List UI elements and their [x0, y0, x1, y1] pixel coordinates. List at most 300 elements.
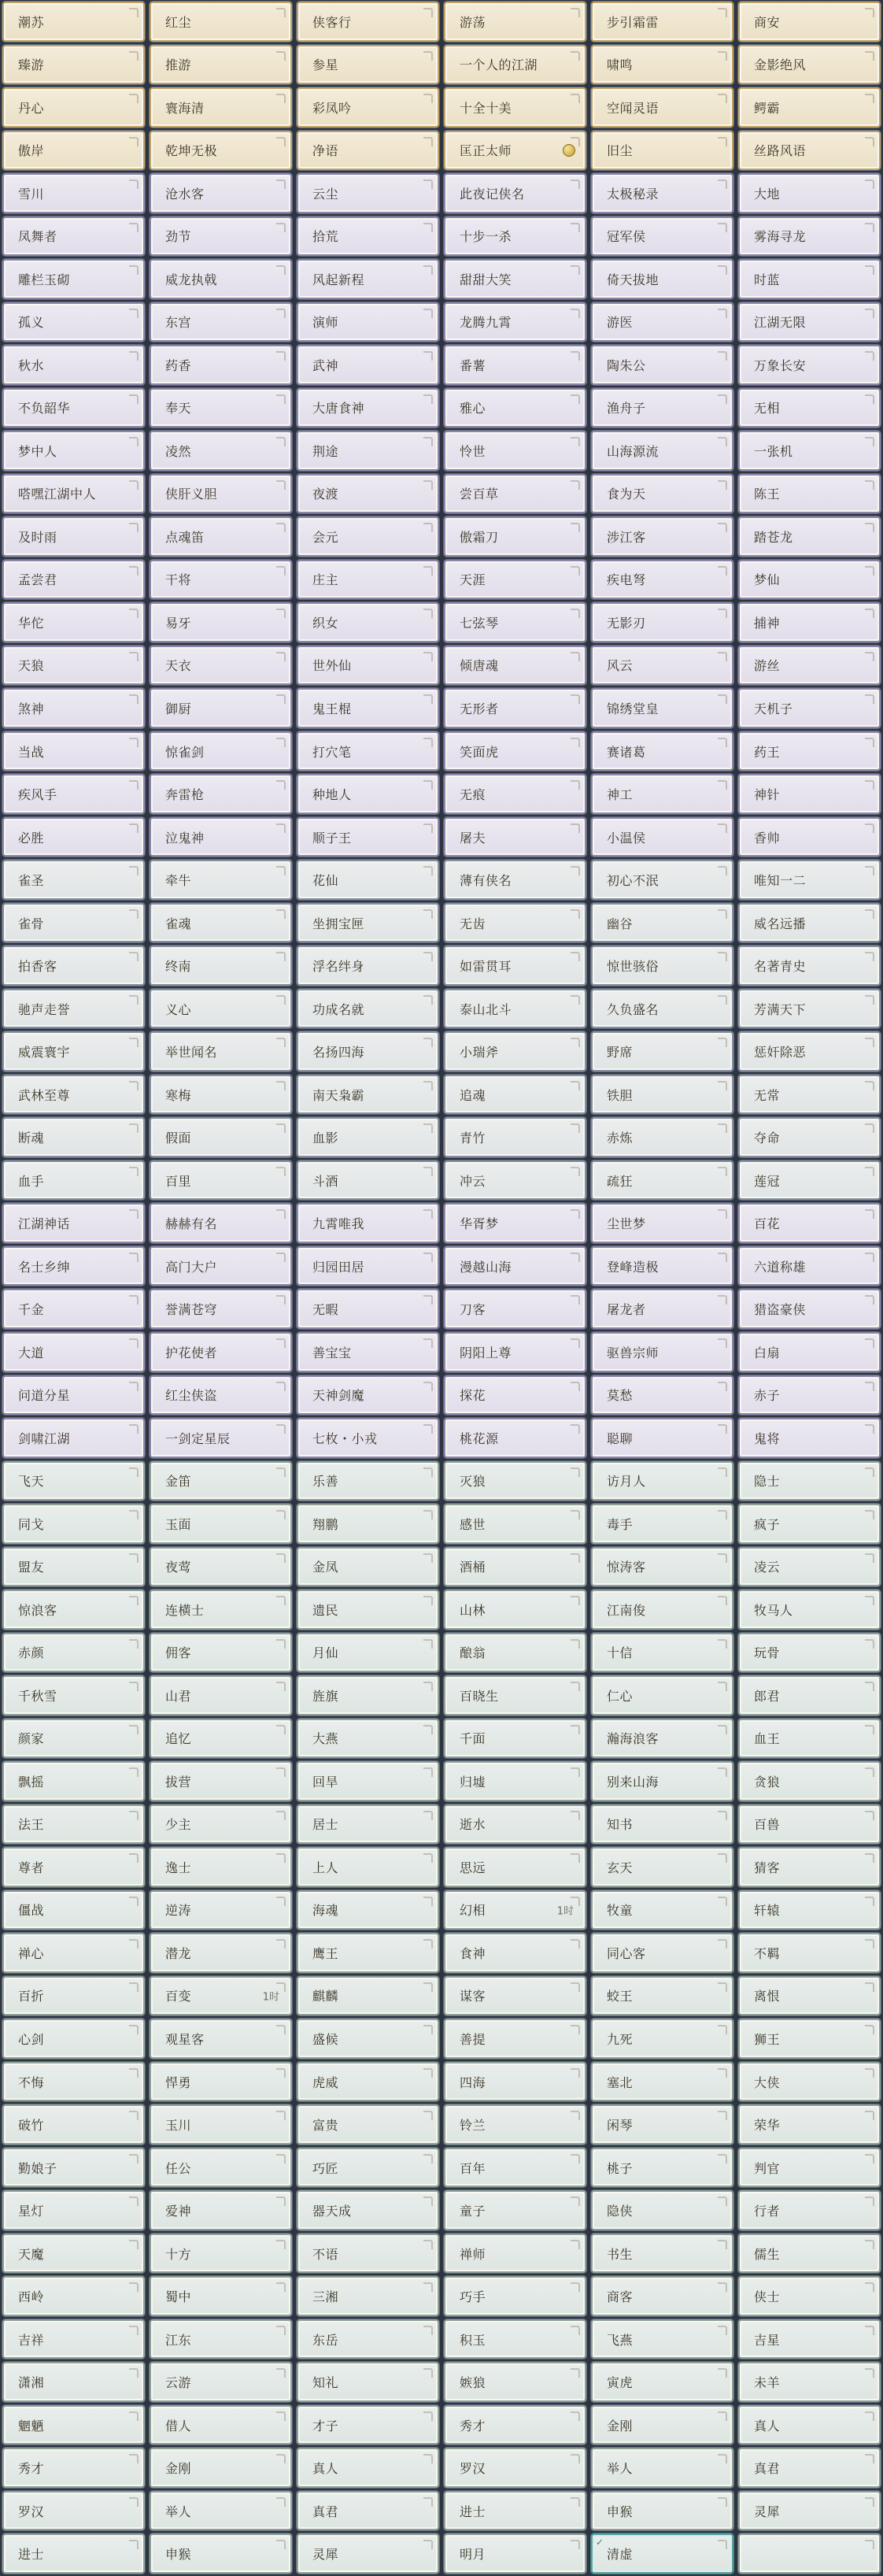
title-cell[interactable]	[150, 87, 292, 128]
title-cell[interactable]	[2, 2276, 145, 2316]
title-cell[interactable]	[150, 2148, 292, 2188]
title-cell[interactable]	[2, 731, 145, 772]
title-cell[interactable]	[297, 45, 439, 85]
title-cell[interactable]	[444, 87, 586, 128]
title-cell[interactable]	[297, 431, 439, 471]
title-cell[interactable]	[591, 2319, 733, 2359]
title-cell[interactable]	[591, 217, 733, 257]
title-cell[interactable]	[444, 1160, 586, 1201]
title-cell[interactable]	[297, 1461, 439, 1501]
title-cell[interactable]	[591, 860, 733, 900]
title-cell[interactable]	[2, 860, 145, 900]
title-cell[interactable]	[444, 1590, 586, 1630]
title-cell[interactable]	[150, 345, 292, 385]
title-cell[interactable]	[150, 217, 292, 257]
title-cell[interactable]	[738, 2062, 881, 2102]
title-cell[interactable]	[2, 1675, 145, 1715]
title-cell[interactable]	[738, 903, 881, 943]
title-cell[interactable]	[297, 173, 439, 213]
title-cell[interactable]	[150, 1547, 292, 1587]
title-cell[interactable]	[150, 1804, 292, 1845]
title-cell[interactable]	[738, 860, 881, 900]
title-cell[interactable]	[150, 2533, 292, 2574]
title-cell[interactable]	[2, 560, 145, 600]
title-cell[interactable]	[150, 45, 292, 85]
title-cell[interactable]	[444, 1547, 586, 1587]
title-cell[interactable]	[591, 1203, 733, 1243]
title-cell[interactable]	[738, 1890, 881, 1930]
title-cell[interactable]	[591, 1504, 733, 1544]
title-cell[interactable]	[444, 2533, 586, 2574]
title-cell[interactable]	[591, 2148, 733, 2188]
title-cell[interactable]	[2, 903, 145, 943]
title-cell[interactable]	[738, 2, 881, 42]
title-cell[interactable]	[2, 1117, 145, 1157]
title-cell[interactable]	[444, 2062, 586, 2102]
title-cell[interactable]	[297, 774, 439, 814]
title-cell[interactable]	[2, 1203, 145, 1243]
title-cell[interactable]	[150, 1761, 292, 1801]
title-cell[interactable]	[2, 946, 145, 986]
title-cell[interactable]	[591, 774, 733, 814]
title-cell[interactable]	[738, 1031, 881, 1071]
title-cell[interactable]	[591, 2234, 733, 2274]
title-cell[interactable]	[297, 2362, 439, 2402]
title-cell[interactable]	[444, 860, 586, 900]
title-cell[interactable]	[297, 1675, 439, 1715]
title-cell[interactable]	[591, 2062, 733, 2102]
title-cell[interactable]	[297, 1031, 439, 1071]
title-cell[interactable]	[738, 1375, 881, 1416]
title-cell[interactable]	[444, 1375, 586, 1416]
title-cell[interactable]	[297, 860, 439, 900]
title-cell[interactable]	[738, 560, 881, 600]
title-cell[interactable]	[738, 1761, 881, 1801]
title-cell[interactable]	[738, 173, 881, 213]
title-cell[interactable]	[738, 2019, 881, 2059]
title-cell[interactable]	[738, 2448, 881, 2488]
title-cell[interactable]	[297, 2104, 439, 2145]
title-cell[interactable]	[150, 131, 292, 171]
title-cell[interactable]	[297, 2491, 439, 2531]
title-cell[interactable]	[297, 1976, 439, 2016]
title-cell[interactable]	[297, 989, 439, 1029]
title-cell[interactable]	[444, 131, 586, 171]
title-cell[interactable]	[150, 989, 292, 1029]
title-cell[interactable]	[150, 602, 292, 642]
title-cell[interactable]	[591, 903, 733, 943]
title-cell[interactable]	[738, 1804, 881, 1845]
title-cell[interactable]	[591, 560, 733, 600]
title-cell[interactable]	[444, 345, 586, 385]
title-cell[interactable]	[150, 388, 292, 428]
title-cell[interactable]	[2, 1246, 145, 1286]
title-cell[interactable]	[2, 1590, 145, 1630]
title-cell[interactable]	[591, 2104, 733, 2145]
title-cell[interactable]	[2, 2319, 145, 2359]
title-cell[interactable]	[297, 946, 439, 986]
title-cell[interactable]	[738, 2104, 881, 2145]
title-cell[interactable]	[738, 388, 881, 428]
title-cell[interactable]	[2, 2491, 145, 2531]
title-cell[interactable]	[150, 2276, 292, 2316]
title-cell[interactable]	[297, 2533, 439, 2574]
title-cell[interactable]	[150, 431, 292, 471]
title-cell[interactable]	[591, 2, 733, 42]
title-cell[interactable]	[591, 731, 733, 772]
title-cell[interactable]	[591, 989, 733, 1029]
title-cell[interactable]	[591, 1075, 733, 1115]
title-cell[interactable]	[738, 45, 881, 85]
title-cell[interactable]	[591, 2276, 733, 2316]
title-cell[interactable]	[738, 946, 881, 986]
title-cell[interactable]	[738, 516, 881, 557]
title-cell[interactable]	[591, 2533, 733, 2574]
title-cell[interactable]	[444, 388, 586, 428]
title-cell[interactable]	[2, 1633, 145, 1673]
title-cell[interactable]	[150, 1289, 292, 1329]
title-cell[interactable]	[591, 1547, 733, 1587]
title-cell[interactable]	[444, 2362, 586, 2402]
title-cell[interactable]	[444, 903, 586, 943]
title-cell[interactable]	[591, 1418, 733, 1458]
title-cell[interactable]	[591, 1675, 733, 1715]
title-cell[interactable]	[2, 2, 145, 42]
title-cell[interactable]	[2, 646, 145, 686]
title-cell[interactable]	[150, 259, 292, 299]
title-cell[interactable]	[297, 1504, 439, 1544]
title-cell[interactable]	[150, 1418, 292, 1458]
title-cell[interactable]	[444, 2148, 586, 2188]
title-cell[interactable]	[591, 1590, 733, 1630]
title-cell[interactable]	[738, 688, 881, 728]
title-cell[interactable]	[591, 1031, 733, 1071]
title-cell[interactable]	[150, 1031, 292, 1071]
title-cell[interactable]	[738, 1289, 881, 1329]
title-cell[interactable]	[591, 302, 733, 342]
title-cell[interactable]	[591, 2491, 733, 2531]
title-cell[interactable]	[738, 1675, 881, 1715]
title-cell[interactable]	[591, 1289, 733, 1329]
title-cell[interactable]	[297, 2276, 439, 2316]
title-cell[interactable]	[738, 1847, 881, 1887]
title-cell[interactable]	[2, 774, 145, 814]
title-cell[interactable]	[444, 646, 586, 686]
title-cell[interactable]	[591, 946, 733, 986]
title-cell[interactable]	[444, 2491, 586, 2531]
title-cell[interactable]	[738, 1933, 881, 1973]
title-cell[interactable]	[444, 1203, 586, 1243]
title-cell[interactable]	[738, 1117, 881, 1157]
title-cell[interactable]	[2, 259, 145, 299]
title-cell[interactable]	[297, 560, 439, 600]
title-cell[interactable]	[591, 259, 733, 299]
title-cell[interactable]	[150, 1633, 292, 1673]
title-cell[interactable]	[444, 1890, 586, 1930]
title-cell[interactable]	[297, 302, 439, 342]
title-cell[interactable]	[738, 1160, 881, 1201]
title-cell[interactable]	[2, 1804, 145, 1845]
title-cell[interactable]	[738, 1547, 881, 1587]
title-cell[interactable]	[150, 646, 292, 686]
title-cell[interactable]	[2, 45, 145, 85]
title-cell[interactable]	[591, 1761, 733, 1801]
title-cell[interactable]	[2, 1761, 145, 1801]
title-cell[interactable]	[591, 1160, 733, 1201]
title-cell[interactable]	[444, 1289, 586, 1329]
title-cell[interactable]	[297, 1719, 439, 1759]
title-cell[interactable]	[738, 774, 881, 814]
title-cell[interactable]	[444, 731, 586, 772]
title-cell[interactable]	[297, 1761, 439, 1801]
title-cell[interactable]	[150, 2062, 292, 2102]
title-cell[interactable]	[444, 946, 586, 986]
title-cell[interactable]	[297, 2, 439, 42]
title-cell[interactable]	[591, 688, 733, 728]
title-cell[interactable]	[738, 1418, 881, 1458]
title-cell[interactable]	[591, 1847, 733, 1887]
title-cell[interactable]	[150, 2, 292, 42]
title-cell[interactable]	[591, 1890, 733, 1930]
title-cell[interactable]	[297, 2062, 439, 2102]
title-cell[interactable]	[150, 1203, 292, 1243]
title-cell[interactable]	[444, 2276, 586, 2316]
title-cell[interactable]	[2, 1461, 145, 1501]
title-cell[interactable]	[2, 388, 145, 428]
title-cell[interactable]	[444, 560, 586, 600]
title-cell[interactable]	[2, 2104, 145, 2145]
title-cell[interactable]	[297, 388, 439, 428]
title-cell[interactable]	[2, 1547, 145, 1587]
title-cell[interactable]	[297, 2190, 439, 2230]
title-cell[interactable]	[444, 516, 586, 557]
title-cell[interactable]	[297, 1547, 439, 1587]
title-cell[interactable]	[297, 131, 439, 171]
title-cell[interactable]	[2, 2190, 145, 2230]
title-cell[interactable]	[297, 2148, 439, 2188]
title-cell[interactable]	[2, 1504, 145, 1544]
title-cell[interactable]	[591, 2019, 733, 2059]
title-cell[interactable]	[444, 2190, 586, 2230]
title-cell[interactable]	[2, 217, 145, 257]
title-cell[interactable]	[444, 1761, 586, 1801]
title-cell[interactable]	[444, 1933, 586, 1973]
title-cell[interactable]	[738, 1246, 881, 1286]
title-cell[interactable]	[444, 217, 586, 257]
title-cell[interactable]	[444, 688, 586, 728]
title-cell[interactable]	[738, 817, 881, 857]
title-cell[interactable]	[738, 2362, 881, 2402]
title-cell[interactable]	[444, 1418, 586, 1458]
title-cell[interactable]	[738, 1590, 881, 1630]
title-cell[interactable]	[297, 1246, 439, 1286]
title-cell[interactable]	[150, 2190, 292, 2230]
title-cell[interactable]	[150, 2491, 292, 2531]
title-cell[interactable]	[150, 474, 292, 514]
title-cell[interactable]	[150, 2319, 292, 2359]
title-cell[interactable]	[2, 302, 145, 342]
title-cell[interactable]	[2, 1933, 145, 1973]
title-cell[interactable]	[738, 1203, 881, 1243]
title-cell[interactable]	[150, 1160, 292, 1201]
title-cell[interactable]	[591, 2362, 733, 2402]
title-cell[interactable]	[738, 259, 881, 299]
title-cell[interactable]	[297, 2319, 439, 2359]
title-cell[interactable]	[444, 259, 586, 299]
title-cell[interactable]	[150, 302, 292, 342]
title-cell[interactable]	[297, 903, 439, 943]
title-cell[interactable]	[2, 1075, 145, 1115]
title-cell[interactable]	[738, 2148, 881, 2188]
title-cell[interactable]	[738, 345, 881, 385]
title-cell[interactable]	[2, 431, 145, 471]
title-cell[interactable]	[444, 817, 586, 857]
title-cell[interactable]	[738, 1461, 881, 1501]
title-cell[interactable]	[297, 1117, 439, 1157]
title-cell[interactable]	[591, 2405, 733, 2445]
title-cell[interactable]	[297, 602, 439, 642]
title-cell[interactable]	[738, 431, 881, 471]
title-cell[interactable]	[297, 1633, 439, 1673]
title-cell[interactable]	[150, 2405, 292, 2445]
title-cell[interactable]	[2, 474, 145, 514]
title-cell[interactable]	[150, 2104, 292, 2145]
title-cell[interactable]	[738, 1719, 881, 1759]
title-cell[interactable]	[150, 946, 292, 986]
title-cell[interactable]	[444, 1332, 586, 1372]
title-cell[interactable]	[444, 2234, 586, 2274]
title-cell[interactable]	[150, 1375, 292, 1416]
title-cell[interactable]	[738, 474, 881, 514]
title-cell[interactable]	[2, 1332, 145, 1372]
title-cell[interactable]	[444, 1976, 586, 2016]
title-cell[interactable]	[2, 2405, 145, 2445]
title-cell[interactable]	[297, 345, 439, 385]
title-cell[interactable]	[2, 688, 145, 728]
title-cell[interactable]	[297, 1890, 439, 1930]
title-cell[interactable]	[2, 989, 145, 1029]
title-cell[interactable]	[150, 2019, 292, 2059]
title-cell[interactable]	[591, 1804, 733, 1845]
title-cell[interactable]	[2, 1031, 145, 1071]
title-cell[interactable]	[738, 2234, 881, 2274]
title-cell[interactable]	[150, 1117, 292, 1157]
title-cell[interactable]	[150, 1504, 292, 1544]
title-cell[interactable]	[591, 817, 733, 857]
title-cell[interactable]	[297, 259, 439, 299]
title-cell[interactable]	[150, 560, 292, 600]
title-cell[interactable]	[2, 1418, 145, 1458]
title-cell[interactable]	[444, 474, 586, 514]
title-cell[interactable]	[2, 2234, 145, 2274]
title-cell[interactable]	[150, 2448, 292, 2488]
title-cell[interactable]	[738, 731, 881, 772]
title-cell[interactable]	[297, 1289, 439, 1329]
title-cell[interactable]	[2, 1890, 145, 1930]
title-cell[interactable]	[738, 1075, 881, 1115]
title-cell[interactable]	[444, 774, 586, 814]
title-cell[interactable]	[591, 1461, 733, 1501]
title-cell[interactable]	[591, 2448, 733, 2488]
title-cell[interactable]	[738, 2276, 881, 2316]
title-cell[interactable]	[297, 817, 439, 857]
title-cell[interactable]	[444, 989, 586, 1029]
title-cell[interactable]	[297, 1203, 439, 1243]
title-cell[interactable]	[297, 1804, 439, 1845]
title-cell[interactable]	[591, 1633, 733, 1673]
title-cell[interactable]	[738, 131, 881, 171]
title-cell[interactable]	[444, 431, 586, 471]
title-cell[interactable]	[738, 302, 881, 342]
title-cell[interactable]	[444, 1246, 586, 1286]
title-cell[interactable]	[591, 173, 733, 213]
title-cell[interactable]	[297, 2405, 439, 2445]
title-cell[interactable]	[591, 345, 733, 385]
title-cell[interactable]	[150, 1933, 292, 1973]
title-cell[interactable]	[150, 173, 292, 213]
title-cell[interactable]	[591, 602, 733, 642]
title-cell[interactable]	[591, 1332, 733, 1372]
title-cell[interactable]	[591, 1719, 733, 1759]
title-cell[interactable]	[150, 1246, 292, 1286]
title-cell[interactable]	[2, 2019, 145, 2059]
title-cell[interactable]	[591, 431, 733, 471]
title-cell[interactable]	[444, 45, 586, 85]
title-cell[interactable]	[591, 474, 733, 514]
title-cell[interactable]	[297, 2019, 439, 2059]
title-cell[interactable]	[297, 646, 439, 686]
title-cell[interactable]	[150, 1847, 292, 1887]
title-cell[interactable]	[297, 688, 439, 728]
title-cell[interactable]	[444, 1675, 586, 1715]
title-cell[interactable]	[591, 646, 733, 686]
title-cell[interactable]	[738, 2190, 881, 2230]
title-cell[interactable]	[444, 302, 586, 342]
title-cell[interactable]	[150, 903, 292, 943]
title-cell[interactable]	[297, 1332, 439, 1372]
title-cell[interactable]	[444, 1117, 586, 1157]
title-cell[interactable]	[591, 2190, 733, 2230]
title-cell[interactable]	[738, 1504, 881, 1544]
title-cell[interactable]	[2, 2448, 145, 2488]
title-cell[interactable]	[2, 1289, 145, 1329]
title-cell[interactable]	[2, 2362, 145, 2402]
title-cell[interactable]	[738, 1332, 881, 1372]
title-cell[interactable]	[150, 1976, 292, 2016]
title-cell[interactable]	[444, 2104, 586, 2145]
title-cell[interactable]	[738, 87, 881, 128]
title-cell[interactable]	[297, 2234, 439, 2274]
title-cell[interactable]	[297, 87, 439, 128]
title-cell[interactable]	[591, 516, 733, 557]
title-cell[interactable]	[738, 2491, 881, 2531]
title-cell[interactable]	[2, 516, 145, 557]
title-cell[interactable]	[444, 1847, 586, 1887]
title-cell[interactable]	[2, 817, 145, 857]
title-cell[interactable]	[2, 1976, 145, 2016]
title-cell[interactable]	[444, 1804, 586, 1845]
title-cell[interactable]	[297, 1075, 439, 1115]
title-cell[interactable]	[2, 1719, 145, 1759]
title-cell[interactable]	[150, 2362, 292, 2402]
title-cell[interactable]	[297, 1418, 439, 1458]
title-cell[interactable]	[150, 817, 292, 857]
title-cell[interactable]	[150, 688, 292, 728]
title-cell[interactable]	[738, 989, 881, 1029]
title-cell[interactable]	[738, 646, 881, 686]
title-cell[interactable]	[738, 1976, 881, 2016]
title-cell[interactable]	[150, 1590, 292, 1630]
